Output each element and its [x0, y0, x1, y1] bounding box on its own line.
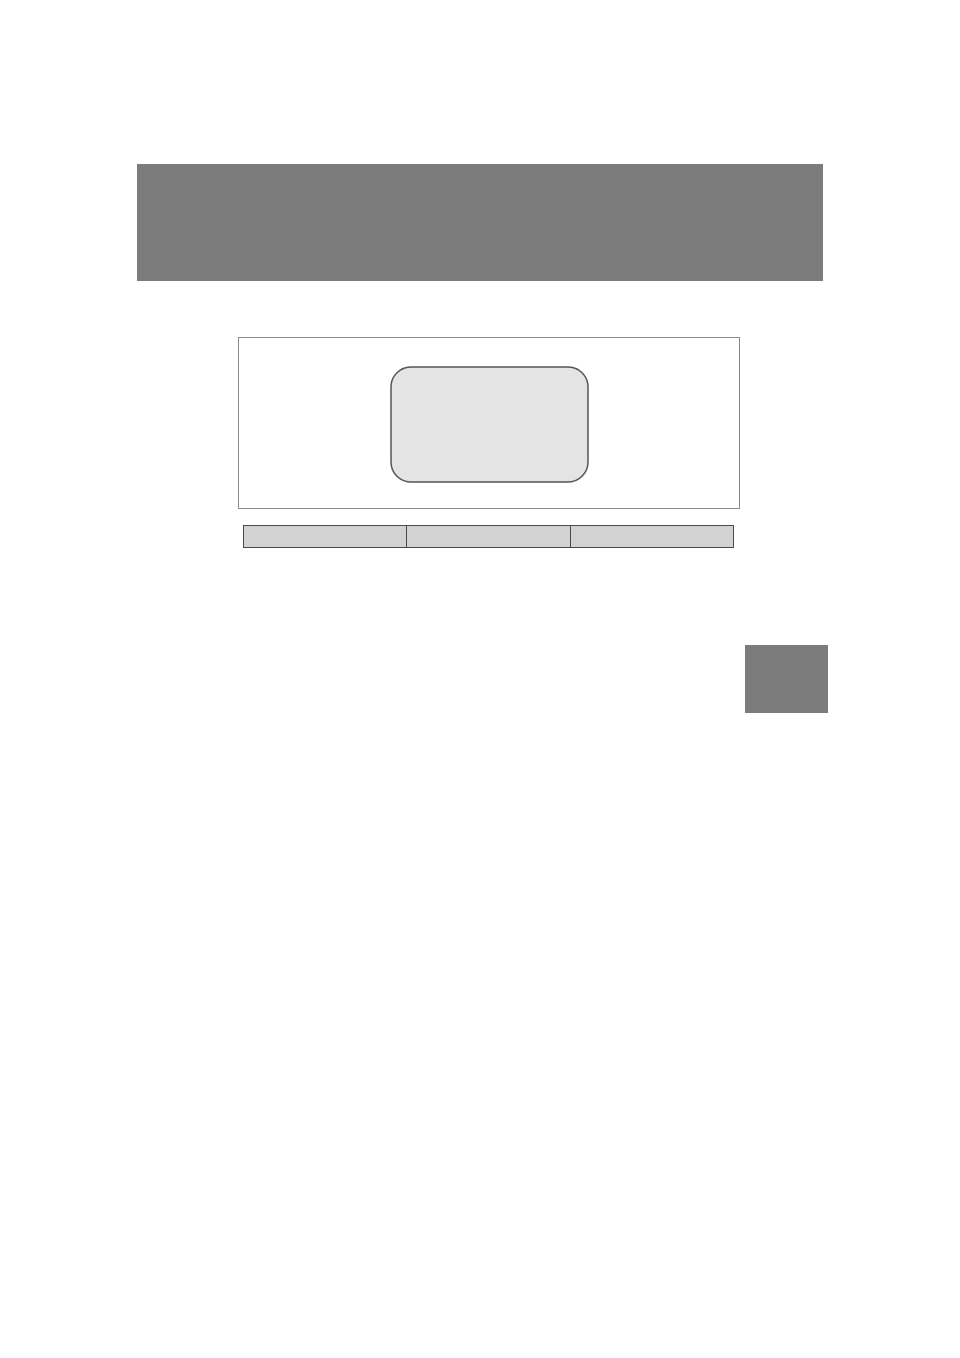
header-fuse — [244, 526, 407, 548]
fuse-table — [243, 525, 734, 548]
header-circuit — [570, 526, 733, 548]
table-header-row — [244, 526, 734, 548]
header-band — [137, 164, 823, 281]
chapter-title — [780, 720, 800, 868]
section-title — [238, 305, 244, 323]
chapter-tab — [745, 645, 828, 713]
fuse-box-outline — [391, 367, 588, 482]
fuse-box-diagram — [239, 338, 739, 508]
header-ampere — [407, 526, 570, 548]
fuse-box-figure — [238, 337, 740, 509]
